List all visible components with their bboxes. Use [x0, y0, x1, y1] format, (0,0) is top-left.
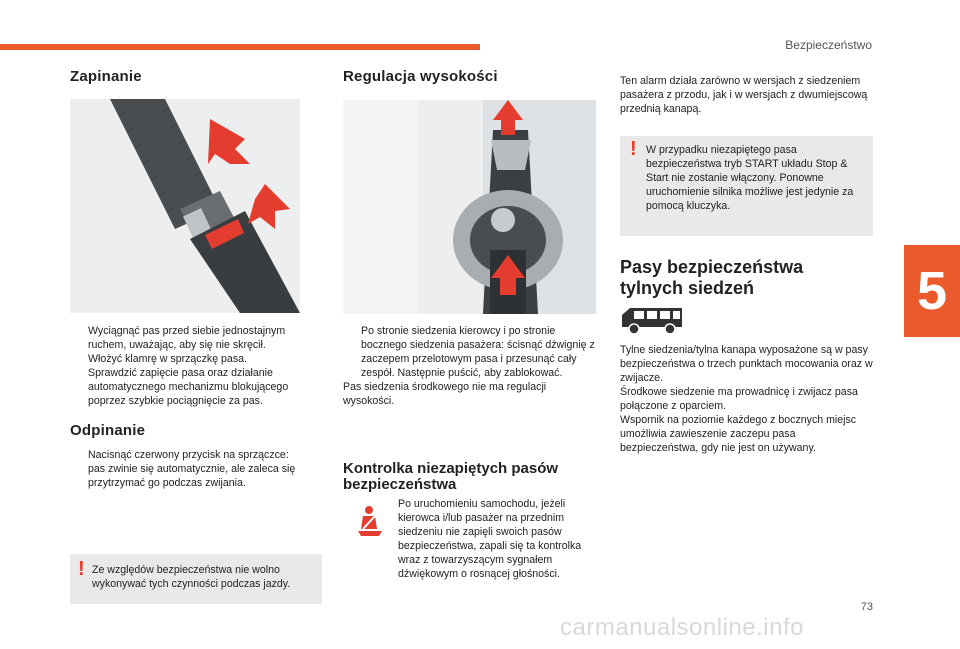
section-label: Bezpieczeństwo: [785, 38, 872, 52]
step-item: Po stronie siedzenia kierowcy i po stronie bocznego siedzenia pasażera: ścisnąć dźwignię z zaczepem przelotowym pasa i przesunąć cały zespół. Następnie puścić, aby zablokować.: [361, 325, 595, 379]
heading-tylne-pasy: Pasy bezpieczeństwa tylnych siedzeń: [620, 257, 804, 298]
heading-kontrolka: Kontrolka niezapiętych pasów bezpieczeństwa: [343, 460, 559, 493]
warning-icon: !: [78, 558, 85, 580]
heading-odpinanie: Odpinanie: [70, 422, 146, 439]
page-number: 73: [860, 601, 873, 613]
warning-box-2: ! W przypadku niezapiętego pasa bezpieczeństwa tryb START układu Stop & Start nie zostanie włączony. Ponowne uruchomienie silnika możliwe jest jedynie za pomocą kluczyka.: [620, 136, 873, 236]
step-item: Wyciągnąć pas przed siebie jednostajnym ruchem, uważając, aby się nie skręcił.: [88, 325, 286, 351]
steps-zapinanie: [70, 324, 305, 408]
alarm-intro: Ten alarm działa zarówno w wersjach z siedzeniem pasażera z przodu, jak i w wersjach z dwumiejscową przednią kanapą.: [620, 75, 868, 115]
height-adjuster-illustration: [343, 100, 596, 314]
heading-zapinanie: Zapinanie: [70, 68, 142, 85]
lamp-description: Po uruchomieniu samochodu, jeżeli kierowca i/lub pasażer na przednim siedzeniu nie zapięli swoich pasów bezpieczeństwa, zapali się ta kontrolka wraz z towarzyszącym sygnałem dźwiękowym o rosnącej głośności.: [398, 498, 582, 580]
orange-top-bar: [0, 44, 480, 50]
buckle-illustration: [70, 99, 300, 313]
warning-box-1: ! Ze względów bezpieczeństwa nie wolno wykonywać tych czynności podczas jazdy.: [70, 554, 322, 604]
warning-icon: !: [630, 138, 637, 160]
heading-regulacja: Regulacja wysokości: [343, 68, 498, 85]
seatbelt-warning-lamp-icon: [355, 505, 385, 537]
chapter-tab: 5: [904, 245, 960, 337]
watermark: carmanualsonline.info: [560, 614, 804, 641]
steps-odpinanie: [70, 448, 305, 490]
step-item: Nacisnąć czerwony przycisk na sprzączce: pas zwinie się automatycznie, ale zaleca się przytrzymać go podczas zwijania.: [88, 449, 296, 489]
rear-belts-body: Tylne siedzenia/tylna kanapa wyposażone są w pasy bezpieczeństwa o trzech punktach mocowania oraz w zwijacze. Środkowe siedzenie ma prowadnicę i zwijacz pasa połączone z oparciem. Wspornik na poziomie każdego z bocznych miejsc umożliwia zawieszenie zaczepu pasa bezpieczeństwa, gdy nie jest on używany.: [620, 344, 873, 454]
van-icon: [620, 305, 684, 335]
height-note: Pas siedzenia środkowego nie ma regulacji wysokości.: [343, 381, 547, 407]
step-item: Włożyć klamrę w sprzączkę pasa.: [88, 353, 247, 365]
step-item: Sprawdzić zapięcie pasa oraz działanie automatycznego mechanizmu blokującego poprzez szybkie pociągnięcie za pas.: [88, 367, 289, 407]
steps-regulacja: [343, 324, 598, 408]
